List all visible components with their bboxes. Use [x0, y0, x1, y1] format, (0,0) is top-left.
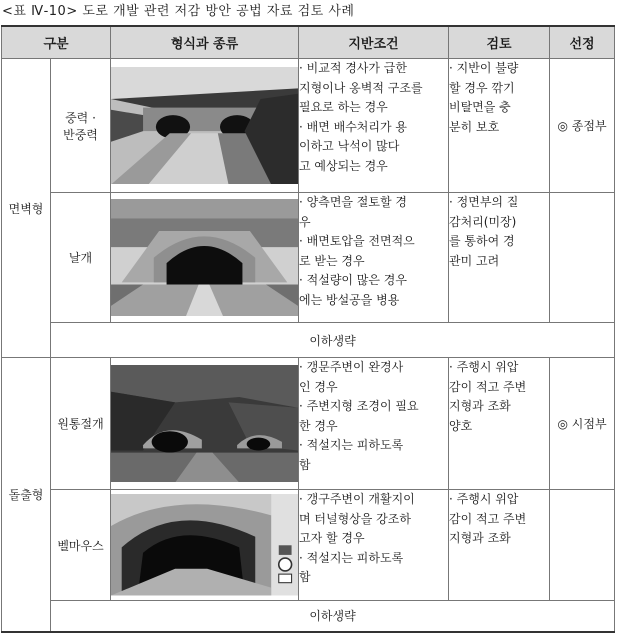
- review-line: 감이 적고 주변: [449, 511, 527, 526]
- photo-cell: [111, 59, 299, 193]
- ground-line: 한 경우: [299, 418, 338, 433]
- ground-line: 고 예상되는 경우: [299, 158, 388, 173]
- ground-line: · 배면 배수처리가 용: [299, 119, 407, 134]
- photo-cell: [111, 193, 299, 323]
- gravity-portal-photo: [111, 67, 298, 185]
- omitted-note: 이하생략: [51, 323, 615, 358]
- ground-line: 지형이나 옹벽적 구조를: [299, 80, 423, 95]
- kind-line: 반중력: [63, 127, 98, 142]
- review-line: 지형과 조화: [449, 531, 511, 545]
- header-type: 형식과 종류: [111, 26, 299, 59]
- ground-line: · 갱구주변이 개활지이: [299, 492, 415, 506]
- group-label: 돌출형: [2, 358, 51, 632]
- group-label: 면벽형: [2, 59, 51, 358]
- review-line: 지형과 조화: [449, 399, 511, 413]
- header-row: [2, 26, 615, 59]
- header-category: 구분: [2, 26, 111, 59]
- review-cell: [449, 358, 550, 490]
- review-line: 양호: [449, 418, 473, 433]
- review-line: · 주행시 위압: [449, 360, 519, 374]
- bellmouth-portal-photo: [111, 494, 298, 596]
- review-line: 를 통하여 경: [449, 234, 515, 248]
- table-row: [2, 490, 615, 601]
- review-line: 할 경우 깎기: [449, 80, 515, 95]
- photo-cell: [111, 490, 299, 601]
- header-ground: 지반조건: [299, 26, 449, 59]
- wing-portal-photo: [111, 199, 298, 317]
- review-line: · 지반이 불량: [449, 61, 519, 75]
- ground-line: 우: [299, 214, 311, 229]
- ground-line: 며 터널형상을 강조하: [299, 511, 411, 526]
- ground-line: · 비교적 경사가 급한: [299, 61, 407, 75]
- ground-line: · 양측면을 절토할 경: [299, 195, 407, 209]
- kind-cell: 날개: [51, 193, 111, 323]
- ground-line: · 갱문주변이 완경사: [299, 360, 404, 374]
- ground-line: · 적설량이 많은 경우: [299, 273, 407, 287]
- table-row: [2, 601, 615, 632]
- table-row: [2, 323, 615, 358]
- select-cell: [550, 490, 615, 601]
- ground-cell: [299, 358, 449, 490]
- ground-line: 에는 방설공을 병용: [299, 292, 400, 307]
- ground-cell: [299, 193, 449, 323]
- table-caption: <표 Ⅳ-10> 도로 개발 관련 저감 방안 공법 자료 검토 사례: [2, 4, 355, 19]
- omitted-note: 이하생략: [51, 601, 615, 632]
- review-line: · 주행시 위압: [449, 492, 519, 506]
- ground-line: 로 받는 경우: [299, 253, 365, 268]
- review-line: 관미 고려: [449, 253, 500, 268]
- table-row: [2, 358, 615, 490]
- cylinder-cut-portal-photo: [111, 365, 298, 483]
- ground-line: · 적설지는 피하도록: [299, 438, 404, 452]
- ground-line: · 주변지형 조경이 필요: [299, 399, 419, 413]
- kind-cell: 벨마우스: [51, 490, 111, 601]
- review-line: 감처리(미장): [449, 214, 517, 229]
- review-line: · 정면부의 질: [449, 195, 519, 209]
- select-cell: [550, 193, 615, 323]
- review-cell: [449, 490, 550, 601]
- select-cell: ◎ 종점부: [550, 59, 615, 193]
- ground-line: 함: [299, 570, 311, 584]
- ground-line: 고자 할 경우: [299, 531, 365, 545]
- ground-line: 필요로 하는 경우: [299, 100, 388, 114]
- ground-line: 인 경우: [299, 379, 338, 394]
- ground-line: 이하고 낙석이 많다: [299, 139, 400, 153]
- ground-line: · 배면토압을 전면적으: [299, 234, 415, 248]
- review-line: 비탈면을 충: [449, 100, 511, 114]
- table-row: [2, 59, 615, 193]
- ground-line: 함: [299, 457, 311, 472]
- review-line: 감이 적고 주변: [449, 379, 527, 394]
- select-cell: ◎ 시점부: [550, 358, 615, 490]
- review-cell: [449, 59, 550, 193]
- ground-cell: [299, 490, 449, 601]
- header-review: 검토: [449, 26, 550, 59]
- kind-line: 중력 ·: [65, 110, 96, 125]
- review-table: [1, 25, 615, 633]
- kind-cell: [51, 59, 111, 193]
- photo-cell: [111, 358, 299, 490]
- ground-cell: [299, 59, 449, 193]
- table-row: [2, 193, 615, 323]
- ground-line: · 적설지는 피하도록: [299, 550, 404, 565]
- kind-cell: 원통절개: [51, 358, 111, 490]
- review-line: 분히 보호: [449, 119, 500, 134]
- review-cell: [449, 193, 550, 323]
- header-select: 선정: [550, 26, 615, 59]
